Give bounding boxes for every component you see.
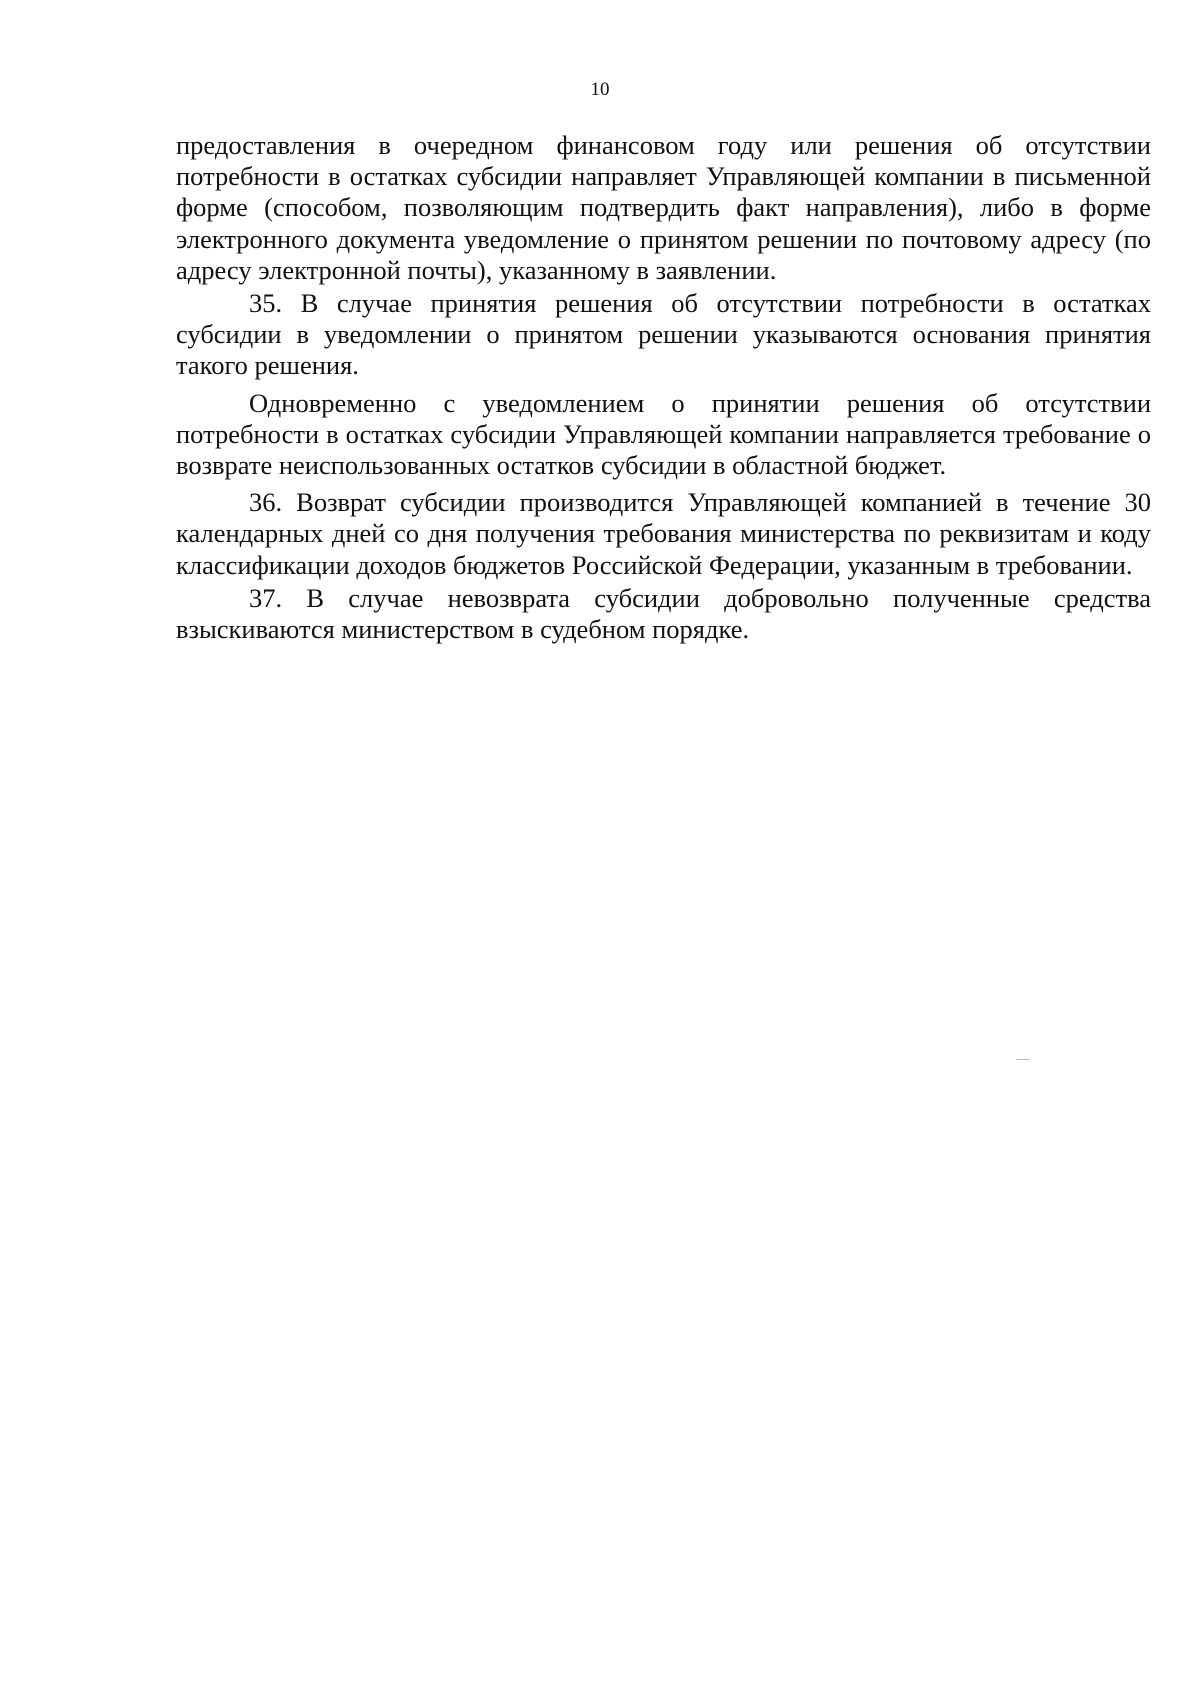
paragraph-continuation: предоставления в очередном финансовом году или решения об отсутствии потребности в остатках субсидии направляет Управляющей компании в письменной форме (способом, позволяющим подтвердить факт направления), либо в форме электронного документа уведомление о принятом решении по почтовому адресу (по адресу электронной почты), указанному в заявлении. bbox=[176, 130, 1151, 285]
paragraph-37: 37. В случае невозврата субсидии добровольно полученные средства взыскиваются министерством в судебном порядке. bbox=[176, 582, 1151, 645]
paragraph-35-continued: Одновременно с уведомлением о принятии решения об отсутствии потребности в остатках субсидии Управляющей компании направляется требование о возврате неиспользованных остатков субсидии в областной бюджет. bbox=[176, 387, 1151, 481]
document-body bbox=[176, 130, 1151, 645]
scan-artifact bbox=[1016, 1059, 1030, 1060]
paragraph-35: 35. В случае принятия решения об отсутствии потребности в остатках субсидии в уведомлении о принятом решении указываются основания принятия такого решения. bbox=[176, 288, 1151, 381]
paragraph-36: 36. Возврат субсидии производится Управляющей компанией в течение 30 календарных дней со дня получения требования министерства по реквизитам и коду классификации доходов бюджетов Российской Федерации, указанным в требовании. bbox=[176, 487, 1151, 580]
page-number: 10 bbox=[590, 79, 610, 100]
